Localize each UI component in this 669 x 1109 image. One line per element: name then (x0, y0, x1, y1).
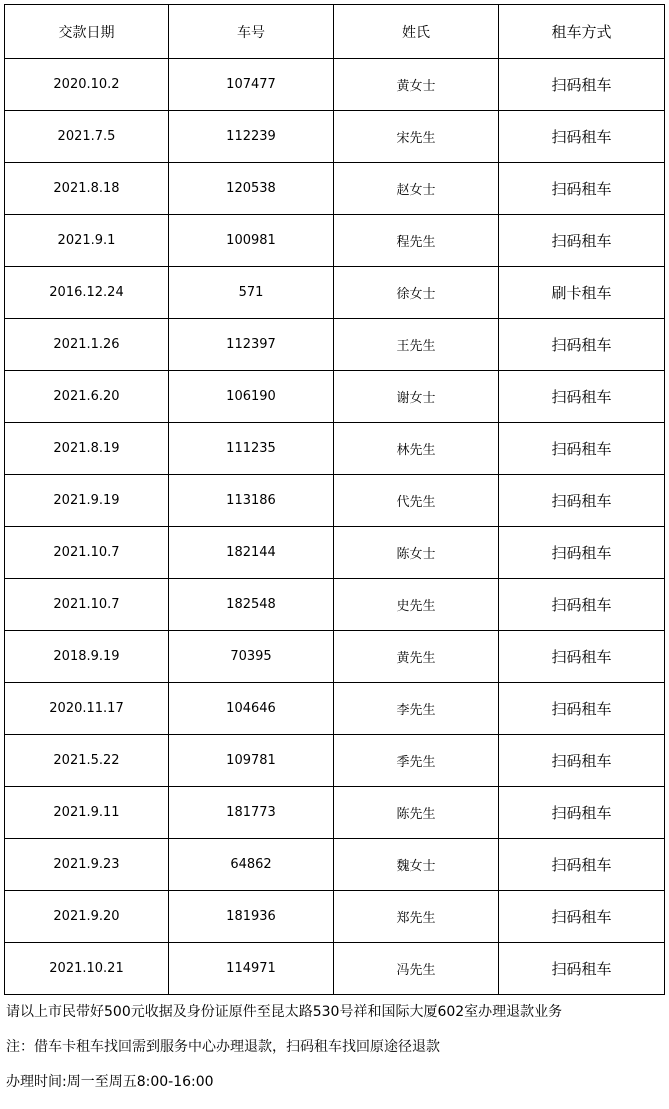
notes-section (6, 1004, 666, 1109)
bike-number-cell: 64862 (169, 839, 334, 891)
table-row (5, 475, 665, 527)
bike-number-cell: 111235 (169, 423, 334, 475)
bike-number-cell: 109781 (169, 735, 334, 787)
rental-method-cell: 扫码租车 (499, 163, 665, 215)
surname-cell: 赵女士 (334, 163, 499, 215)
refund-table (4, 4, 665, 995)
table-row (5, 891, 665, 943)
bike-number-cell: 181936 (169, 891, 334, 943)
table-header-row (5, 5, 665, 59)
payment-date-cell: 2021.10.7 (5, 527, 169, 579)
table-row (5, 683, 665, 735)
rental-method-cell: 扫码租车 (499, 371, 665, 423)
rental-method-cell: 扫码租车 (499, 111, 665, 163)
rental-method-cell: 扫码租车 (499, 319, 665, 371)
surname-cell: 冯先生 (334, 943, 499, 995)
payment-date-cell: 2021.8.18 (5, 163, 169, 215)
surname-cell: 宋先生 (334, 111, 499, 163)
surname-cell: 谢女士 (334, 371, 499, 423)
rental-method-cell: 刷卡租车 (499, 267, 665, 319)
note-refund-channels: 注：借车卡租车找回需到服务中心办理退款，扫码租车找回原途径退款 (6, 1039, 440, 1055)
table-row (5, 319, 665, 371)
bike-number-cell: 112397 (169, 319, 334, 371)
rental-method-cell: 扫码租车 (499, 475, 665, 527)
surname-cell: 陈先生 (334, 787, 499, 839)
surname-cell: 郑先生 (334, 891, 499, 943)
rental-method-cell: 扫码租车 (499, 215, 665, 267)
payment-date-cell: 2021.10.7 (5, 579, 169, 631)
note-office-hours: 办理时间:周一至周五8:00-16:00 (6, 1074, 214, 1090)
payment-date-cell: 2016.12.24 (5, 267, 169, 319)
table-row (5, 423, 665, 475)
header-payment-date: 交款日期 (5, 5, 169, 59)
surname-cell: 黄先生 (334, 631, 499, 683)
surname-cell: 魏女士 (334, 839, 499, 891)
table-row (5, 267, 665, 319)
surname-cell: 林先生 (334, 423, 499, 475)
table-row (5, 371, 665, 423)
payment-date-cell: 2020.11.17 (5, 683, 169, 735)
bike-number-cell: 106190 (169, 371, 334, 423)
bike-number-cell: 112239 (169, 111, 334, 163)
header-bike-number: 车号 (169, 5, 334, 59)
rental-method-cell: 扫码租车 (499, 631, 665, 683)
payment-date-cell: 2021.5.22 (5, 735, 169, 787)
payment-date-cell: 2021.6.20 (5, 371, 169, 423)
table-row (5, 163, 665, 215)
payment-date-cell: 2021.9.20 (5, 891, 169, 943)
surname-cell: 代先生 (334, 475, 499, 527)
payment-date-cell: 2021.10.21 (5, 943, 169, 995)
payment-date-cell: 2021.7.5 (5, 111, 169, 163)
rental-method-cell: 扫码租车 (499, 891, 665, 943)
table-row (5, 111, 665, 163)
bike-number-cell: 120538 (169, 163, 334, 215)
table-row (5, 943, 665, 995)
bike-number-cell: 107477 (169, 59, 334, 111)
surname-cell: 程先生 (334, 215, 499, 267)
bike-number-cell: 182548 (169, 579, 334, 631)
payment-date-cell: 2021.1.26 (5, 319, 169, 371)
payment-date-cell: 2021.9.1 (5, 215, 169, 267)
bike-number-cell: 571 (169, 267, 334, 319)
table-row (5, 631, 665, 683)
rental-method-cell: 扫码租车 (499, 423, 665, 475)
header-surname: 姓氏 (334, 5, 499, 59)
table-row (5, 787, 665, 839)
rental-method-cell: 扫码租车 (499, 579, 665, 631)
payment-date-cell: 2020.10.2 (5, 59, 169, 111)
table-row (5, 839, 665, 891)
surname-cell: 史先生 (334, 579, 499, 631)
table-row (5, 59, 665, 111)
bike-number-cell: 113186 (169, 475, 334, 527)
payment-date-cell: 2021.8.19 (5, 423, 169, 475)
rental-method-cell: 扫码租车 (499, 683, 665, 735)
payment-date-cell: 2021.9.11 (5, 787, 169, 839)
payment-date-cell: 2021.9.19 (5, 475, 169, 527)
surname-cell: 季先生 (334, 735, 499, 787)
bike-number-cell: 182144 (169, 527, 334, 579)
surname-cell: 徐女士 (334, 267, 499, 319)
bike-number-cell: 114971 (169, 943, 334, 995)
bike-number-cell: 100981 (169, 215, 334, 267)
surname-cell: 王先生 (334, 319, 499, 371)
bike-number-cell: 104646 (169, 683, 334, 735)
note-refund-instructions: 请以上市民带好500元收据及身份证原件至昆太路530号祥和国际大厦602室办理退款业务 (6, 1004, 563, 1020)
rental-method-cell: 扫码租车 (499, 527, 665, 579)
bike-number-cell: 70395 (169, 631, 334, 683)
surname-cell: 陈女士 (334, 527, 499, 579)
surname-cell: 李先生 (334, 683, 499, 735)
surname-cell: 黄女士 (334, 59, 499, 111)
rental-method-cell: 扫码租车 (499, 787, 665, 839)
rental-method-cell: 扫码租车 (499, 839, 665, 891)
rental-method-cell: 扫码租车 (499, 943, 665, 995)
table-row (5, 735, 665, 787)
header-rental-method: 租车方式 (499, 5, 665, 59)
table-row (5, 215, 665, 267)
payment-date-cell: 2018.9.19 (5, 631, 169, 683)
payment-date-cell: 2021.9.23 (5, 839, 169, 891)
rental-method-cell: 扫码租车 (499, 735, 665, 787)
table-row (5, 527, 665, 579)
bike-number-cell: 181773 (169, 787, 334, 839)
table-row (5, 579, 665, 631)
rental-method-cell: 扫码租车 (499, 59, 665, 111)
